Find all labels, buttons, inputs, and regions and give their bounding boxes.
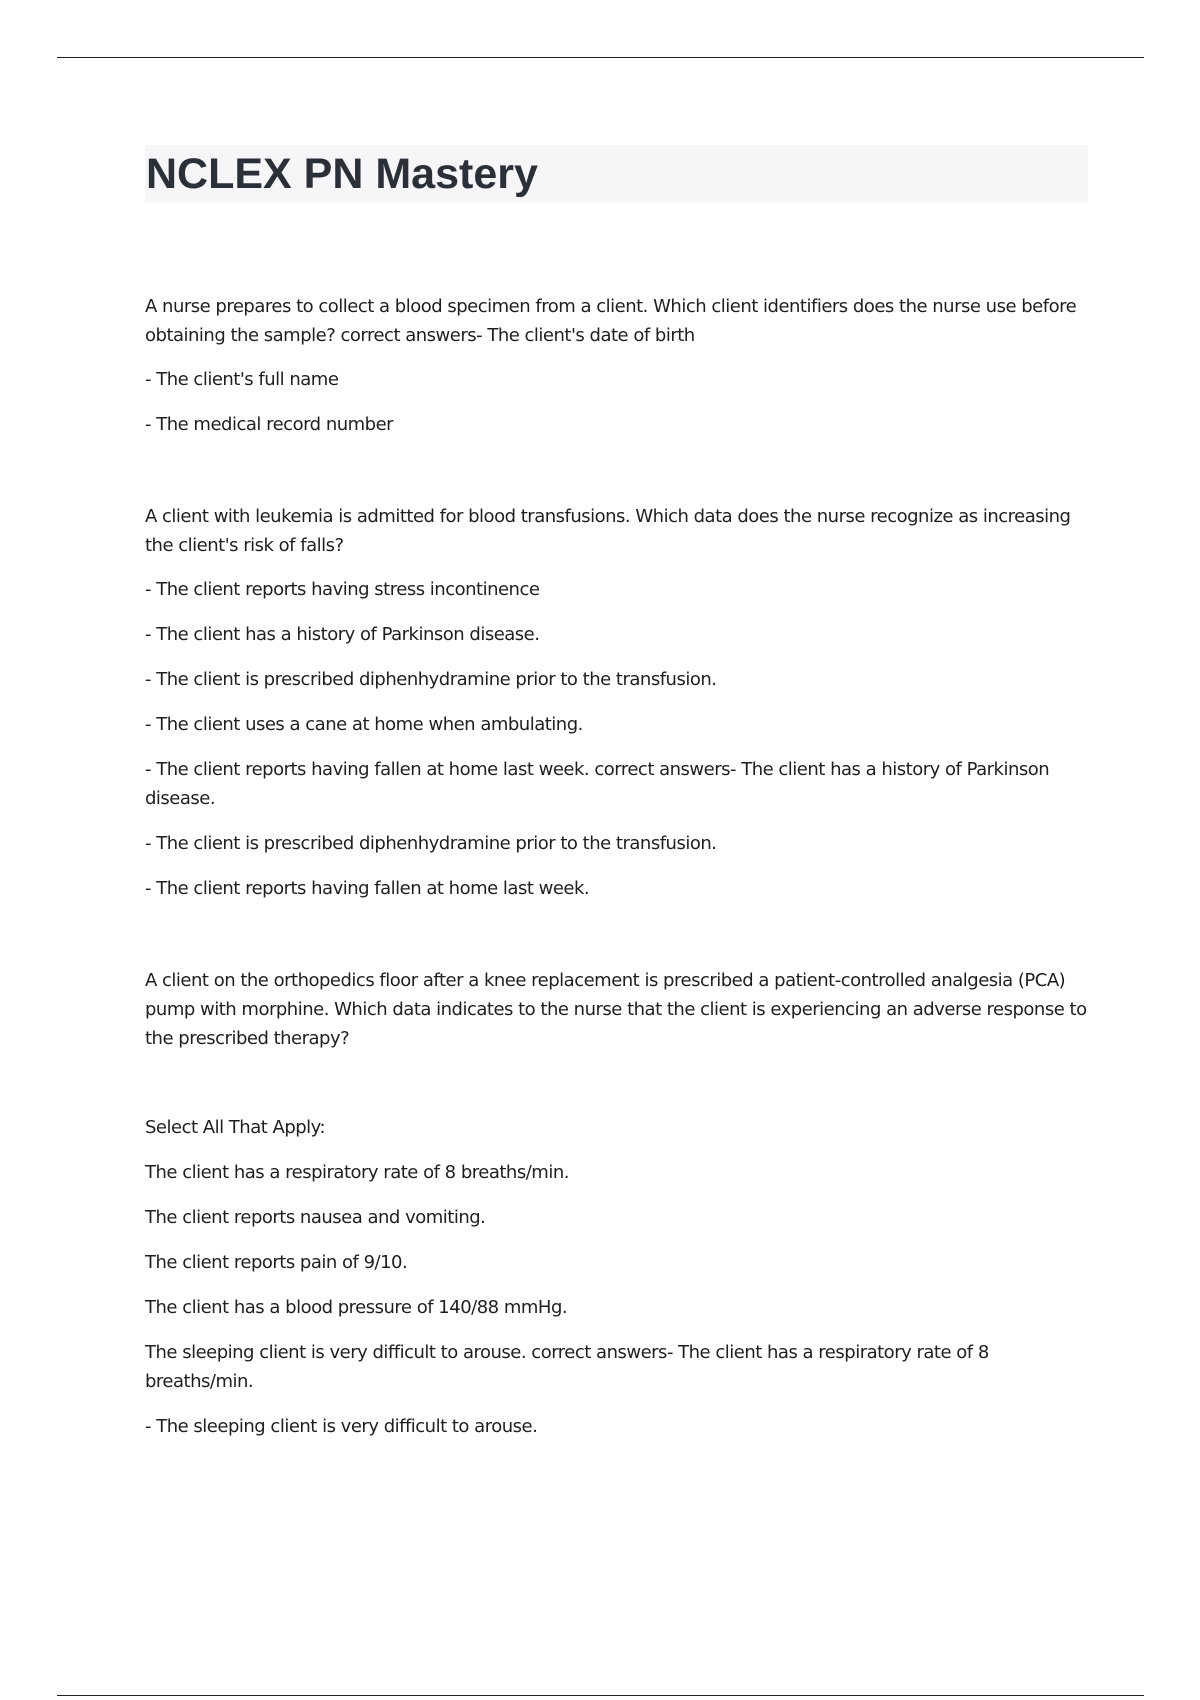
spacer xyxy=(145,1068,1090,1113)
answer-line: - The client reports having stress incontinence xyxy=(145,579,540,600)
answer-line: - The sleeping client is very difficult to arouse. xyxy=(145,1416,538,1437)
instruction-text: Select All That Apply: xyxy=(145,1117,326,1138)
question-text: A client with leukemia is admitted for blood transfusions. Which data does the nurse recognize as increasing the client's risk of falls? xyxy=(145,506,1071,556)
answer-line: - The medical record number xyxy=(145,414,394,435)
bottom-divider xyxy=(57,1695,1144,1696)
question-text: A nurse prepares to collect a blood specimen from a client. Which client identifiers does the nurse use before obtaining the sample? correct answers- The client's date of birth xyxy=(145,296,1077,346)
document-body xyxy=(145,292,1090,1457)
answer-line: - The client has a history of Parkinson disease. xyxy=(145,624,540,645)
answer-line: The client has a respiratory rate of 8 breaths/min. xyxy=(145,1162,569,1183)
document-title: NCLEX PN Mastery xyxy=(146,150,538,198)
answer-line: The sleeping client is very difficult to arouse. correct answers- The client has a respiratory rate of 8 breaths/min. xyxy=(145,1342,989,1392)
answer-line: - The client uses a cane at home when ambulating. xyxy=(145,714,583,735)
answer-line: The client reports pain of 9/10. xyxy=(145,1252,408,1273)
question-text: A client on the orthopedics floor after a knee replacement is prescribed a patient-controlled analgesia (PCA) pump with morphine. Which data indicates to the nurse that the client is experiencing an adverse response to the prescribed therapy? xyxy=(145,970,1087,1049)
answer-line: - The client reports having fallen at home last week. xyxy=(145,878,590,899)
answer-line: - The client is prescribed diphenhydramine prior to the transfusion. xyxy=(145,833,717,854)
answer-line: The client reports nausea and vomiting. xyxy=(145,1207,486,1228)
top-divider xyxy=(57,57,1144,58)
answer-line: - The client reports having fallen at home last week. correct answers- The client has a history of Parkinson disease. xyxy=(145,759,1050,809)
answer-line: - The client's full name xyxy=(145,369,339,390)
question-block-1 xyxy=(145,292,1090,439)
question-block-3 xyxy=(145,966,1090,1441)
question-block-2 xyxy=(145,502,1090,903)
answer-line: The client has a blood pressure of 140/88 mmHg. xyxy=(145,1297,568,1318)
answer-line: - The client is prescribed diphenhydramine prior to the transfusion. xyxy=(145,669,717,690)
